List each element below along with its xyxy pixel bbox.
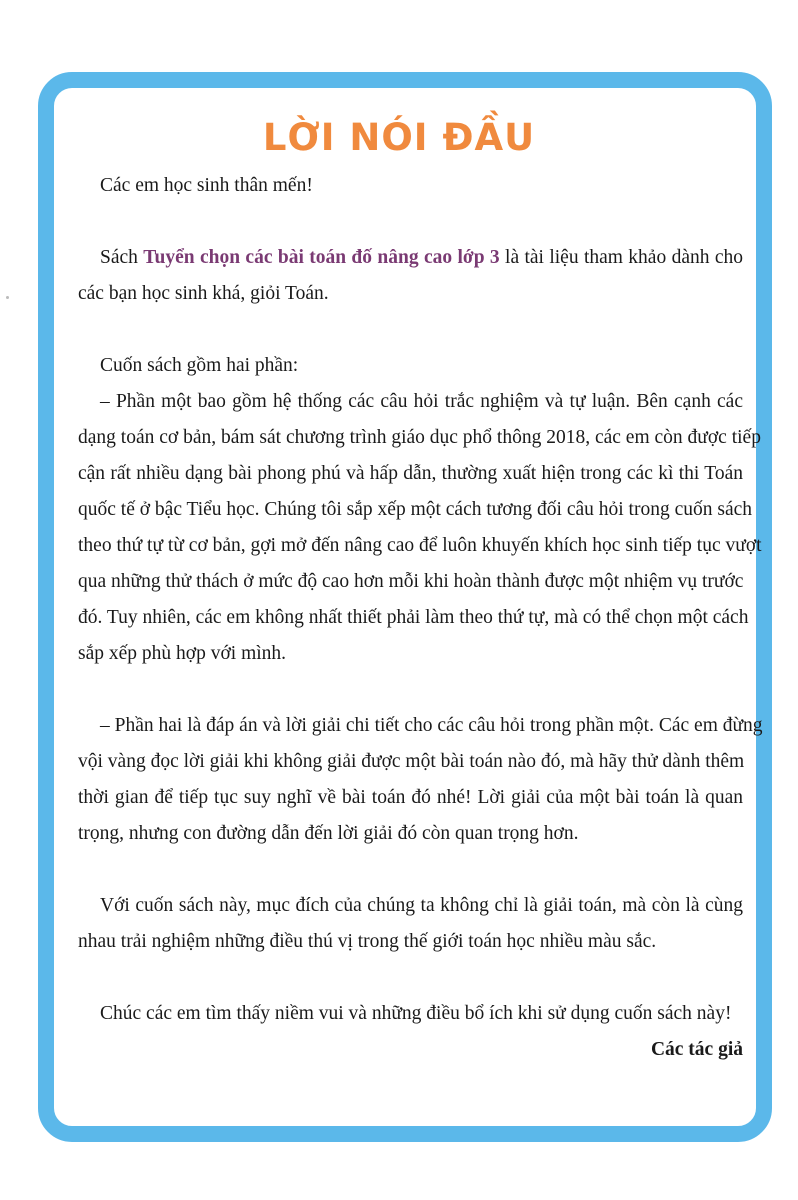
text-line: theo thứ tự từ cơ bản, gợi mở đến nâng cao để luôn khuyến khích học sinh tiếp tục vượt bbox=[78, 535, 762, 556]
greeting: Các em học sinh thân mến! bbox=[100, 175, 313, 196]
closing-paragraph bbox=[78, 996, 743, 1032]
intro-line bbox=[78, 240, 743, 276]
text-line: vội vàng đọc lời giải khi không giải được một bài toán nào đó, mà hãy thử dành thêm bbox=[78, 751, 745, 772]
greeting-paragraph bbox=[78, 168, 743, 204]
preface-body bbox=[78, 168, 763, 1068]
structure-heading: Cuốn sách gồm hai phần: bbox=[100, 355, 299, 376]
signature: Các tác giả bbox=[650, 1039, 743, 1060]
text-line: đó. Tuy nhiên, các em không nhất thiết phải làm theo thứ tự, mà có thể chọn một cách bbox=[78, 607, 749, 628]
text-line: thời gian để tiếp tục suy nghĩ về bài toán đó nhé! Lời giải của một bài toán là quan bbox=[78, 787, 743, 808]
part2-paragraph bbox=[78, 708, 763, 852]
closing-line: Chúc các em tìm thấy niềm vui và những điều bổ ích khi sử dụng cuốn sách này! bbox=[100, 1003, 732, 1024]
text-line: nhau trải nghiệm những điều thú vị trong thế giới toán học nhiều màu sắc. bbox=[78, 931, 657, 952]
part1-lines bbox=[78, 384, 762, 672]
text-line: qua những thử thách ở mức độ cao hơn mỗi khi hoàn thành được một nhiệm vụ trước bbox=[78, 571, 744, 592]
text-line: quốc tế ở bậc Tiểu học. Chúng tôi sắp xếp một cách tương đối câu hỏi trong cuốn sách bbox=[78, 499, 753, 520]
intro-line-2: các bạn học sinh khá, giỏi Toán. bbox=[78, 283, 329, 304]
purpose-paragraph bbox=[78, 888, 743, 960]
page-title: LỜI NÓI ĐẦU bbox=[262, 116, 536, 159]
text-line: – Phần một bao gồm hệ thống các câu hỏi trắc nghiệm và tự luận. Bên cạnh các bbox=[100, 391, 743, 412]
text-line: cận rất nhiều dạng bài phong phú và hấp dẫn, thường xuất hiện trong các kì thi Toán bbox=[78, 463, 743, 484]
text-line: trọng, nhưng con đường dẫn đến lời giải đó còn quan trọng hơn. bbox=[78, 823, 579, 844]
text-line: dạng toán cơ bản, bám sát chương trình giáo dục phổ thông 2018, các em còn được tiếp bbox=[78, 427, 761, 448]
text-line: sắp xếp phù hợp với mình. bbox=[78, 643, 287, 664]
book-title: Tuyển chọn các bài toán đố nâng cao lớp 3 bbox=[143, 247, 500, 268]
text-line: – Phần hai là đáp án và lời giải chi tiết cho các câu hỏi trong phần một. Các em đừng bbox=[100, 715, 763, 736]
intro-prefix: Sách bbox=[100, 247, 144, 268]
text-line: Với cuốn sách này, mục đích của chúng ta không chỉ là giải toán, mà còn là cùng bbox=[100, 895, 743, 916]
intro-suffix: là tài liệu tham khảo dành cho bbox=[499, 247, 744, 268]
scan-speck bbox=[6, 296, 9, 299]
part1-paragraph bbox=[78, 348, 762, 672]
intro-paragraph bbox=[78, 240, 743, 312]
